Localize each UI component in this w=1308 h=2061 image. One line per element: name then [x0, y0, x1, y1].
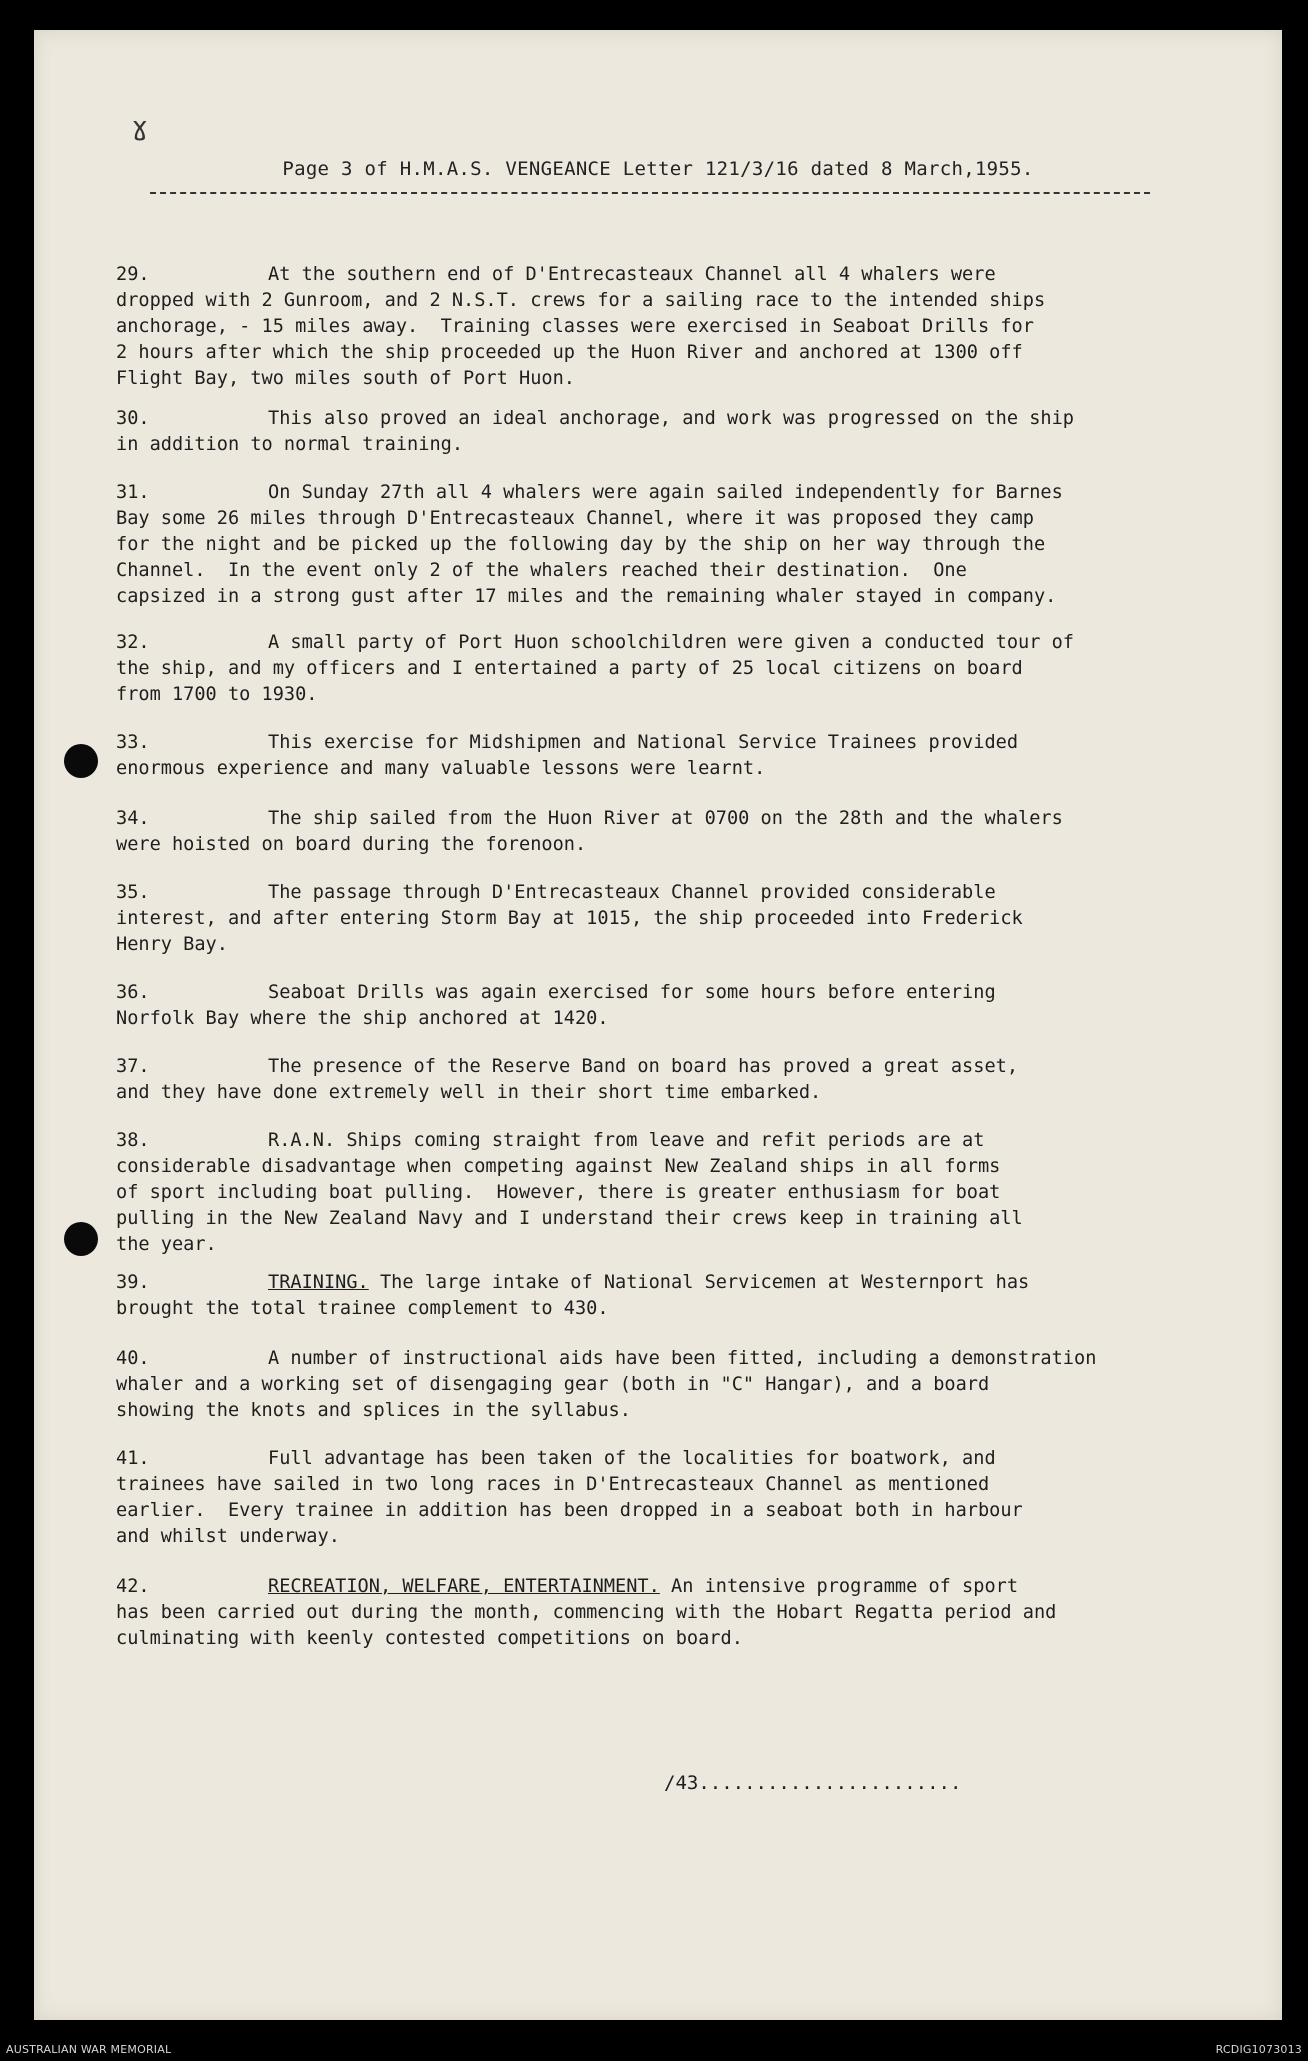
- section-heading: RECREATION, WELFARE, ENTERTAINMENT.: [268, 1576, 660, 1597]
- footer-id: RCDIG1073013: [1215, 2043, 1302, 2056]
- paragraph-number: 40.: [116, 1348, 150, 1369]
- paragraph-number: 34.: [116, 808, 150, 829]
- paragraph-39: [116, 1270, 1236, 1322]
- paragraph-text: A number of instructional aids have been fitted, including a demonstration whaler and a working set of disengaging gear (both in "C" Hangar), and a board showing the knots and splices in the syllabus.: [116, 1348, 1097, 1421]
- page-header: Page 3 of H.M.A.S. VENGEANCE Letter 121/3/16 dated 8 March,1955.: [282, 158, 1034, 180]
- handwritten-mark: ɣ: [132, 112, 148, 142]
- paragraph-number: 31.: [116, 482, 150, 503]
- paragraph-text: The presence of the Reserve Band on board has proved a great asset, and they have done extremely well in their short time embarked.: [116, 1056, 1019, 1103]
- paragraph-40: [116, 1346, 1236, 1424]
- paragraph-text: Seaboat Drills was again exercised for some hours before entering Norfolk Bay where the ship anchored at 1420.: [116, 982, 996, 1029]
- paragraph-number: 36.: [116, 982, 150, 1003]
- paragraph-number: 39.: [116, 1272, 150, 1293]
- header-rule: [150, 192, 1150, 194]
- paragraph-text: This also proved an ideal anchorage, and work was progressed on the ship in addition to normal training.: [116, 408, 1074, 455]
- paragraph-number: 32.: [116, 632, 150, 653]
- document-page: [34, 30, 1282, 2020]
- paragraph-number: 42.: [116, 1576, 150, 1597]
- paragraph-29: [116, 262, 1236, 392]
- paragraph-33: [116, 730, 1236, 782]
- footer-source: AUSTRALIAN WAR MEMORIAL: [6, 2043, 172, 2056]
- paragraph-42: [116, 1574, 1236, 1652]
- paragraph-text: An intensive programme of sport has been carried out during the month, commencing with the Hobart Regatta period and culminating with keenly contested competitions on board.: [116, 1576, 1057, 1649]
- paragraph-38: [116, 1128, 1236, 1258]
- paragraph-text: Full advantage has been taken of the localities for boatwork, and trainees have sailed in two long races in D'Entrecasteaux Channel as mentioned earlier. Every trainee in addition has been dropped in a seaboat both in harbour and whilst underway.: [116, 1448, 1023, 1547]
- section-heading: TRAINING.: [268, 1272, 369, 1293]
- paragraph-text: This exercise for Midshipmen and National Service Trainees provided enormous experience and many valuable lessons were learnt.: [116, 732, 1019, 779]
- paragraph-31: [116, 480, 1236, 610]
- paragraph-text: The passage through D'Entrecasteaux Channel provided considerable interest, and after entering Storm Bay at 1015, the ship proceeded into Frederick Henry Bay.: [116, 882, 1023, 955]
- paragraph-34: [116, 806, 1236, 858]
- paragraph-number: 38.: [116, 1130, 150, 1151]
- paragraph-number: 37.: [116, 1056, 150, 1077]
- paragraph-32: [116, 630, 1236, 708]
- paragraph-text: The large intake of National Servicemen at Westernport has brought the total trainee complement to 430.: [116, 1272, 1030, 1319]
- paragraph-36: [116, 980, 1236, 1032]
- paragraph-text: On Sunday 27th all 4 whalers were again sailed independently for Barnes Bay some 26 miles through D'Entrecasteaux Channel, where it was proposed they camp for the night and be picked up the following day by the ship on her way through the Channel. In the event only 2 of the whalers reached their destination. One capsized in a strong gust after 17 miles and the remaining whaler stayed in company.: [116, 482, 1063, 607]
- punch-hole-icon: [64, 744, 98, 778]
- paragraph-text: The ship sailed from the Huon River at 0700 on the 28th and the whalers were hoisted on board during the forenoon.: [116, 808, 1063, 855]
- paragraph-35: [116, 880, 1236, 958]
- continuation-marker: /43.......................: [664, 1772, 962, 1794]
- paragraph-number: 35.: [116, 882, 150, 903]
- paragraph-37: [116, 1054, 1236, 1106]
- paragraph-number: 41.: [116, 1448, 150, 1469]
- paragraph-number: 29.: [116, 264, 150, 285]
- paragraph-text: A small party of Port Huon schoolchildren were given a conducted tour of the ship, and my officers and I entertained a party of 25 local citizens on board from 1700 to 1930.: [116, 632, 1074, 705]
- paragraph-number: 33.: [116, 732, 150, 753]
- punch-hole-icon: [64, 1222, 98, 1256]
- paragraph-text: R.A.N. Ships coming straight from leave and refit periods are at considerable disadvantage when competing against New Zealand ships in all forms of sport including boat pulling. However, there is greater enthusiasm for boat pulling in the New Zealand Navy and I understand their crews keep in training all the year.: [116, 1130, 1023, 1255]
- paragraph-41: [116, 1446, 1236, 1550]
- paragraph-text: At the southern end of D'Entrecasteaux Channel all 4 whalers were dropped with 2 Gunroom, and 2 N.S.T. crews for a sailing race to the intended ships anchorage, - 15 miles away. Training classes were exercised in Seaboat Drills for 2 hours after which the ship proceeded up the Huon River and anchored at 1300 off Flight Bay, two miles south of Port Huon.: [116, 264, 1046, 389]
- paragraph-30: [116, 406, 1236, 458]
- paragraph-number: 30.: [116, 408, 150, 429]
